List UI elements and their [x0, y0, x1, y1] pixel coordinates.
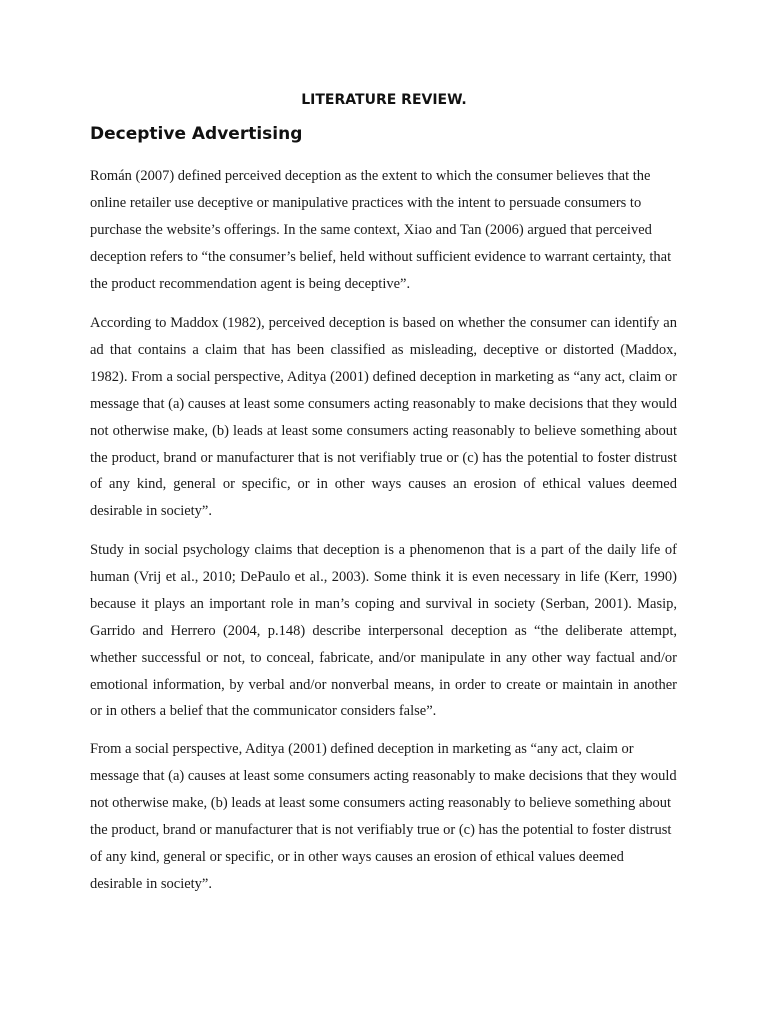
- paragraph-1: Román (2007) defined perceived deception as the extent to which the consumer believes that the online retailer use deceptive or manipulative practices with the intent to persuade consumers to purchase the website’s offerings. In the same context, Xiao and Tan (2006) argued that perceived deception refers to “the consumer’s belief, held without sufficient evidence to warrant certainty, that the product recommendation agent is being deceptive”.: [90, 168, 672, 292]
- paragraph-4: From a social perspective, Aditya (2001) defined deception in marketing as “any act, claim or message that (a) causes at least some consumers acting reasonably to make decisions that they would not otherwise make, (b) leads at least some consumers acting reasonably to believe something about the product, brand or manufacturer that is not verifiably true or (c) has the potential to foster distrust of any kind, general or specific, or in other ways causes an erosion of ethical values deemed desirable in society”.: [90, 741, 677, 892]
- section-heading: Deceptive Advertising: [90, 124, 303, 144]
- document-title: LITERATURE REVIEW.: [301, 92, 467, 108]
- paragraph-3: Study in social psychology claims that deception is a phenomenon that is a part of the daily life of human (Vrij et al., 2010; DePaulo et al., 2003). Some think it is even necessary in life (Kerr, 1990) because it plays an important role in man’s coping and survival in society (Serban, 2001). Masip, Garrido and Herrero (2004, p.148) describe interpersonal deception as “the deliberate attempt, whether successful or not, to conceal, fabricate, and/or manipulate in any other way factual and/or emotional information, by verbal and/or nonverbal means, in order to create or maintain in another or in others a belief that the communicator considers false”.: [90, 542, 677, 720]
- paragraph-2: According to Maddox (1982), perceived deception is based on whether the consumer can identify an ad that contains a claim that has been classified as misleading, deceptive or distorted (Maddox, 1982). From a social perspective, Aditya (2001) defined deception in marketing as “any act, claim or message that (a) causes at least some consumers acting reasonably to make decisions that they would not otherwise make, (b) leads at least some consumers acting reasonably to believe something about the product, brand or manufacturer that is not verifiably true or (c) has the potential to foster distrust of any kind, general or specific, or in other ways causes an erosion of ethical values deemed desirable in society”.: [90, 315, 677, 520]
